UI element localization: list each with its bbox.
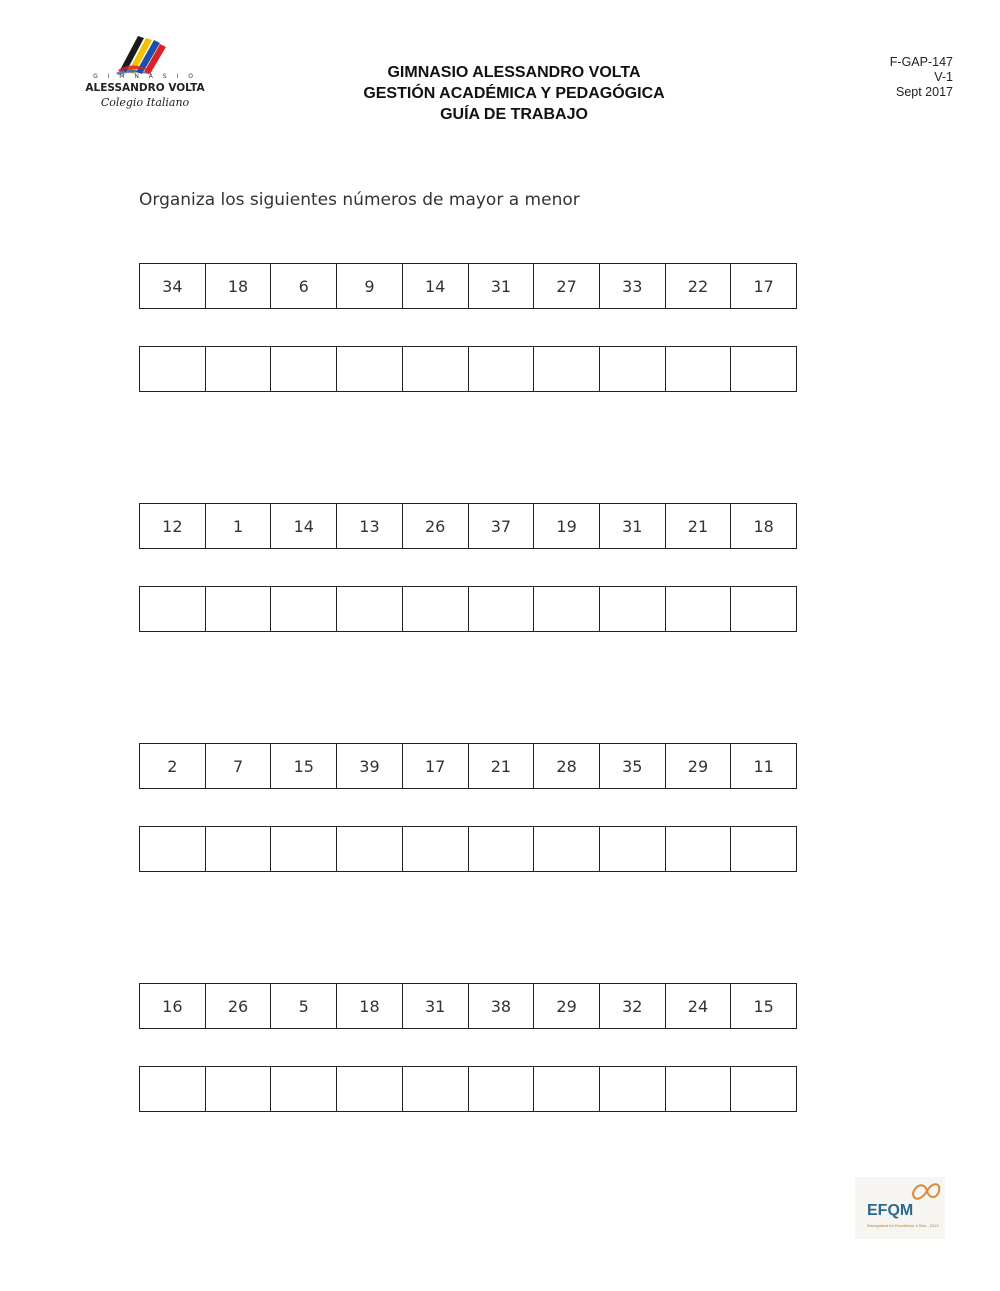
doc-code-form: F-GAP-147 bbox=[889, 55, 953, 69]
answer-cell[interactable] bbox=[140, 347, 206, 391]
number-cell: 37 bbox=[469, 504, 535, 548]
answer-cell[interactable] bbox=[403, 827, 469, 871]
logo-line-1: G I M N A S I O bbox=[93, 73, 197, 80]
instruction-text: Organiza los siguientes números de mayor a menor bbox=[139, 190, 580, 210]
answer-cell[interactable] bbox=[403, 1067, 469, 1111]
number-cell: 39 bbox=[337, 744, 403, 788]
number-cell: 21 bbox=[469, 744, 535, 788]
number-cell: 16 bbox=[140, 984, 206, 1028]
answer-cell[interactable] bbox=[666, 1067, 732, 1111]
answer-cell[interactable] bbox=[469, 827, 535, 871]
header-title-school: GIMNASIO ALESSANDRO VOLTA bbox=[387, 64, 641, 81]
number-cell: 21 bbox=[666, 504, 732, 548]
number-cell: 22 bbox=[666, 264, 732, 308]
exercise-2-answer-row bbox=[139, 586, 797, 632]
answer-cell[interactable] bbox=[666, 587, 732, 631]
school-logo bbox=[80, 32, 210, 122]
number-cell: 5 bbox=[271, 984, 337, 1028]
number-cell: 15 bbox=[271, 744, 337, 788]
document-code bbox=[890, 55, 953, 100]
answer-cell[interactable] bbox=[469, 347, 535, 391]
answer-cell[interactable] bbox=[403, 347, 469, 391]
doc-code-version: V-1 bbox=[934, 70, 953, 84]
answer-cell[interactable] bbox=[337, 587, 403, 631]
exercise-2-numbers-row bbox=[139, 503, 797, 549]
answer-cell[interactable] bbox=[731, 827, 796, 871]
exercise-3-numbers-row bbox=[139, 743, 797, 789]
number-cell: 1 bbox=[206, 504, 272, 548]
header-title-guide: GUÍA DE TRABAJO bbox=[440, 106, 588, 123]
answer-cell[interactable] bbox=[534, 827, 600, 871]
logo-line-3: Colegio Italiano bbox=[100, 96, 190, 109]
efqm-badge bbox=[855, 1177, 945, 1239]
answer-cell[interactable] bbox=[337, 1067, 403, 1111]
answer-cell[interactable] bbox=[206, 1067, 272, 1111]
answer-cell[interactable] bbox=[140, 1067, 206, 1111]
number-cell: 18 bbox=[753, 516, 774, 536]
number-cell: 32 bbox=[600, 984, 666, 1028]
number-cell: 31 bbox=[600, 504, 666, 548]
exercise-4-numbers-row bbox=[139, 983, 797, 1029]
number-cell: 7 bbox=[206, 744, 272, 788]
answer-cell[interactable] bbox=[337, 827, 403, 871]
answer-cell[interactable] bbox=[206, 347, 272, 391]
number-cell: 29 bbox=[666, 744, 732, 788]
answer-cell[interactable] bbox=[469, 1067, 535, 1111]
answer-cell[interactable] bbox=[600, 827, 666, 871]
number-cell: 24 bbox=[666, 984, 732, 1028]
answer-cell[interactable] bbox=[600, 347, 666, 391]
answer-cell[interactable] bbox=[403, 587, 469, 631]
number-cell: 26 bbox=[403, 504, 469, 548]
exercise-3-answer-row bbox=[139, 826, 797, 872]
number-cell: 6 bbox=[271, 264, 337, 308]
number-cell: 31 bbox=[403, 984, 469, 1028]
number-cell: 11 bbox=[753, 756, 774, 776]
number-cell: 18 bbox=[206, 264, 272, 308]
number-cell: 17 bbox=[753, 276, 774, 296]
number-cell: 28 bbox=[534, 744, 600, 788]
number-cell: 13 bbox=[337, 504, 403, 548]
answer-cell[interactable] bbox=[271, 1067, 337, 1111]
document-header-titles bbox=[314, 62, 714, 125]
answer-cell[interactable] bbox=[600, 1067, 666, 1111]
answer-cell[interactable] bbox=[469, 587, 535, 631]
exercise-1-answer-row bbox=[139, 346, 797, 392]
efqm-label: EFQM bbox=[867, 1202, 914, 1219]
number-cell: 9 bbox=[337, 264, 403, 308]
answer-cell[interactable] bbox=[271, 587, 337, 631]
doc-code-date: Sept 2017 bbox=[896, 85, 953, 99]
number-cell: 29 bbox=[534, 984, 600, 1028]
number-cell: 34 bbox=[140, 264, 206, 308]
number-cell: 27 bbox=[534, 264, 600, 308]
exercise-1-numbers-row bbox=[139, 263, 797, 309]
answer-cell[interactable] bbox=[731, 1067, 796, 1111]
answer-cell[interactable] bbox=[206, 587, 272, 631]
answer-cell[interactable] bbox=[600, 587, 666, 631]
answer-cell[interactable] bbox=[271, 827, 337, 871]
efqm-small-text: Recognised for Excellence 4 Star - 2019 bbox=[867, 1223, 939, 1228]
number-cell: 26 bbox=[206, 984, 272, 1028]
answer-cell[interactable] bbox=[731, 347, 796, 391]
number-cell: 35 bbox=[600, 744, 666, 788]
number-cell: 38 bbox=[469, 984, 535, 1028]
answer-cell[interactable] bbox=[666, 347, 732, 391]
number-cell: 12 bbox=[140, 504, 206, 548]
exercise-4-answer-row bbox=[139, 1066, 797, 1112]
answer-cell[interactable] bbox=[271, 347, 337, 391]
number-cell: 18 bbox=[337, 984, 403, 1028]
answer-cell[interactable] bbox=[731, 587, 796, 631]
number-cell: 2 bbox=[140, 744, 206, 788]
answer-cell[interactable] bbox=[337, 347, 403, 391]
answer-cell[interactable] bbox=[140, 827, 206, 871]
answer-cell[interactable] bbox=[666, 827, 732, 871]
answer-cell[interactable] bbox=[206, 827, 272, 871]
number-cell: 15 bbox=[753, 996, 774, 1016]
answer-cell[interactable] bbox=[534, 1067, 600, 1111]
number-cell: 14 bbox=[403, 264, 469, 308]
number-cell: 19 bbox=[534, 504, 600, 548]
number-cell: 33 bbox=[600, 264, 666, 308]
answer-cell[interactable] bbox=[534, 347, 600, 391]
school-crest-icon bbox=[80, 32, 210, 77]
answer-cell[interactable] bbox=[534, 587, 600, 631]
number-cell: 17 bbox=[403, 744, 469, 788]
logo-line-2: ALESSANDRO VOLTA bbox=[85, 82, 205, 94]
answer-cell[interactable] bbox=[140, 587, 206, 631]
header-title-department: GESTIÓN ACADÉMICA Y PEDAGÓGICA bbox=[363, 85, 665, 102]
number-cell: 31 bbox=[469, 264, 535, 308]
number-cell: 14 bbox=[271, 504, 337, 548]
